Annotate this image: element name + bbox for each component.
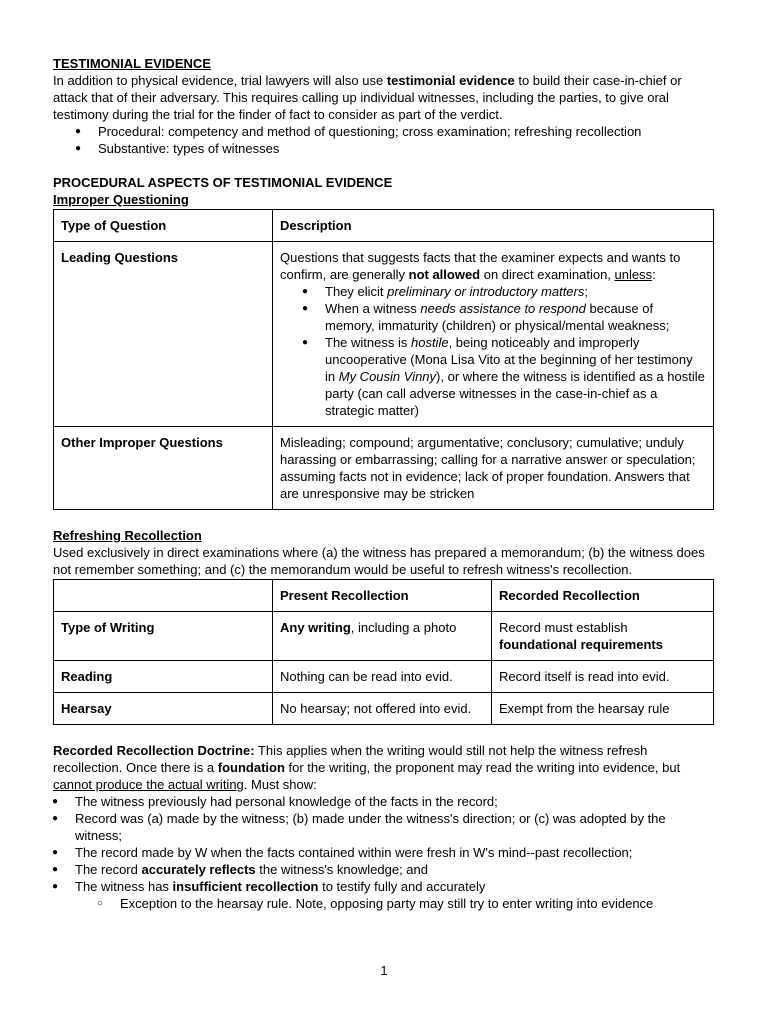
list-item: ● They elicit preliminary or introductory matters;	[280, 283, 706, 300]
table-header-cell	[54, 580, 273, 612]
refreshing-intro: Used exclusively in direct examinations where (a) the witness has prepared a memorandum; (b) the witness does not remember something; and (c) the memorandum would be useful to refresh witness's recollection.	[53, 545, 705, 577]
table-header-row	[54, 580, 714, 612]
list-item: ● Record was (a) made by the witness; (b) made under the witness's direction; or (c) was adopted by the witness;	[30, 810, 713, 844]
table-header-cell: Recorded Recollection	[492, 580, 714, 612]
row-label-leading: Leading Questions	[54, 242, 273, 427]
list-item: ● The witness previously had personal knowledge of the facts in the record;	[30, 793, 713, 810]
list-item: ● Substantive: types of witnesses	[53, 140, 713, 157]
page-number: 1	[380, 963, 388, 978]
leading-description: Questions that suggests facts that the examiner expects and wants to confirm, are generally not allowed on direct examination, unless: ● They elicit preliminary or introductory matters; ● When a witness needs assistance to respond because of memory, immaturity (children) or physical/mental weakness; ● The witness is hostile, being noticeably and improperly uncooperative (Mona Lisa Vito at the beginning of her testimony in My Cousin Vinny), or where the witness is identified as a hostile party (can call adverse witnesses in the case-in-chief as a strategic matter)	[273, 242, 714, 427]
table-header-cell: Type of Question	[54, 210, 273, 242]
list-item: ● When a witness needs assistance to respond because of memory, immaturity (children) or physical/mental weakness;	[280, 300, 706, 334]
row-label: Hearsay	[54, 693, 273, 725]
list-item: ● The record made by W when the facts contained within were fresh in W's mind--past recollection;	[30, 844, 713, 861]
improper-questioning-table	[53, 209, 714, 510]
list-item: ○ Exception to the hearsay rule. Note, opposing party may still try to enter writing into evidence	[30, 895, 713, 912]
section-heading-testimonial: TESTIMONIAL EVIDENCE	[53, 56, 211, 71]
list-item: ● The witness is hostile, being noticeably and improperly uncooperative (Mona Lisa Vito at the beginning of her testimony in My Cousin Vinny), or where the witness is identified as a hostile party (can call adverse witnesses in the case-in-chief as a strategic matter)	[280, 334, 706, 419]
row-label-other: Other Improper Questions	[54, 427, 273, 510]
subheading-refreshing-recollection: Refreshing Recollection	[53, 528, 202, 543]
other-description: Misleading; compound; argumentative; conclusory; cumulative; unduly harassing or embarrassing; calling for a narrative answer or speculation; assuming facts not in evidence; lack of proper foundation. Answers that are unresponsive may be stricken	[273, 427, 714, 510]
doctrine-paragraph: Recorded Recollection Doctrine: This applies when the writing would still not help the witness refresh recollection. Once there is a foundation for the writing, the proponent may read the writing into evidence, but cannot produce the actual writing. Must show:	[53, 743, 681, 792]
table-row	[54, 693, 714, 725]
table-header-cell: Description	[273, 210, 714, 242]
testimonial-intro: In addition to physical evidence, trial lawyers will also use testimonial evidence to build their case-in-chief or attack that of their adversary. This requires calling up individual witnesses, including the parties, to give oral testimony during the trial for the finder of fact to consider as part of the verdict.	[53, 73, 682, 122]
table-cell: Record must establish foundational requirements	[492, 612, 714, 661]
list-item: ● The record accurately reflects the witness's knowledge; and	[30, 861, 713, 878]
row-label: Type of Writing	[54, 612, 273, 661]
document-page	[53, 55, 713, 912]
table-header-row	[54, 210, 714, 242]
recollection-table	[53, 579, 714, 725]
testimonial-bullets	[53, 123, 713, 157]
list-item: ● The witness has insufficient recollection to testify fully and accurately	[30, 878, 713, 895]
subheading-improper-questioning: Improper Questioning	[53, 192, 189, 207]
list-item: ● Procedural: competency and method of questioning; cross examination; refreshing recollection	[53, 123, 713, 140]
doctrine-bullets	[30, 793, 713, 912]
table-row	[54, 612, 714, 661]
table-cell: Record itself is read into evid.	[492, 661, 714, 693]
table-header-cell: Present Recollection	[273, 580, 492, 612]
table-row	[54, 242, 714, 427]
section-heading-procedural: PROCEDURAL ASPECTS OF TESTIMONIAL EVIDENCE	[53, 175, 393, 190]
table-cell: Exempt from the hearsay rule	[492, 693, 714, 725]
row-label: Reading	[54, 661, 273, 693]
table-row	[54, 661, 714, 693]
table-row	[54, 427, 714, 510]
table-cell: Any writing, including a photo	[273, 612, 492, 661]
table-cell: Nothing can be read into evid.	[273, 661, 492, 693]
table-cell: No hearsay; not offered into evid.	[273, 693, 492, 725]
